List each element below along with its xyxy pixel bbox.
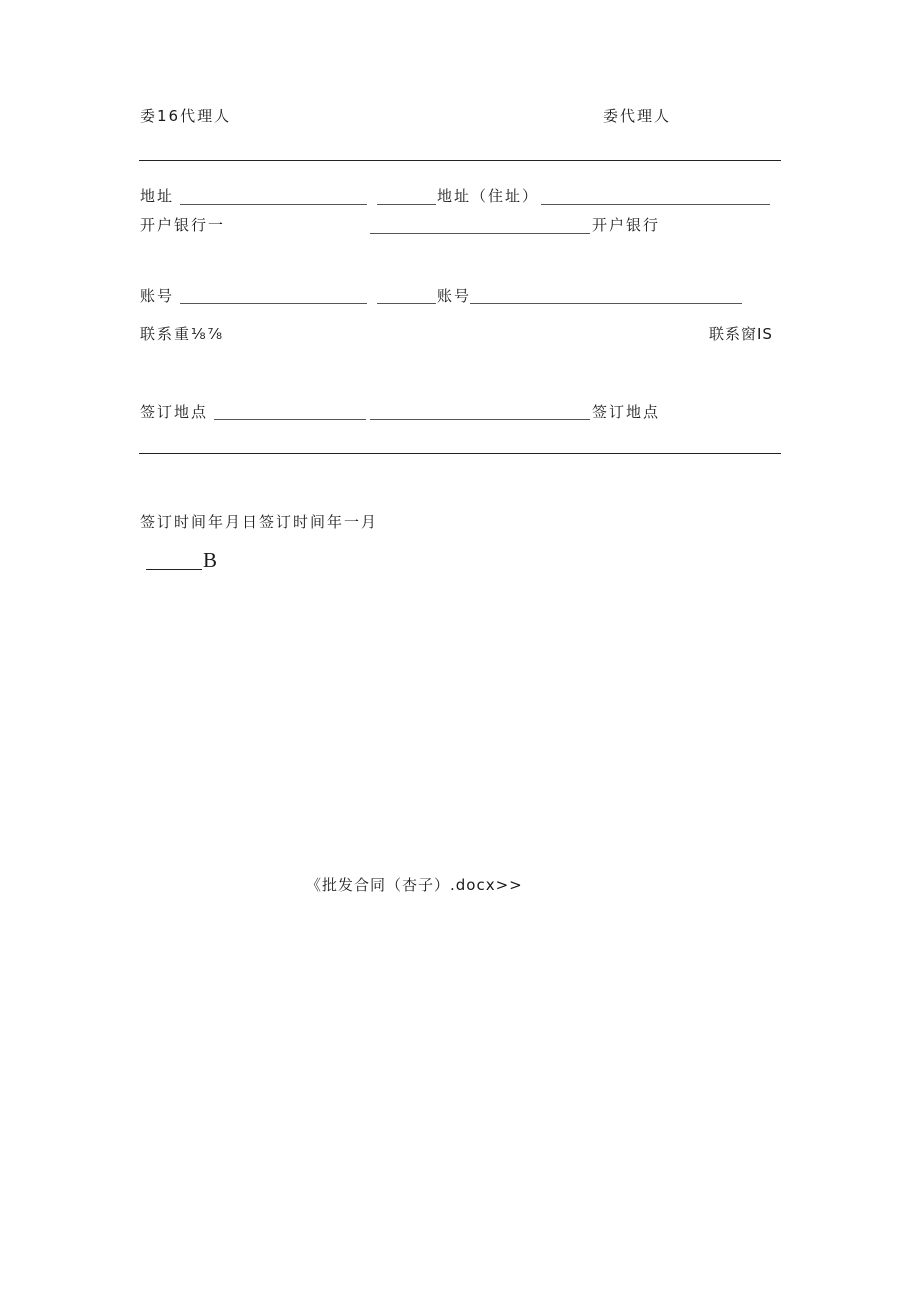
principal-agent-label-right: 委代理人 <box>603 107 672 125</box>
sign-place-left-blank <box>214 419 366 420</box>
account-left-blank <box>180 303 367 304</box>
bank-label-right: 开户银行 <box>592 216 661 234</box>
address-mid-blank <box>377 204 436 205</box>
contact-label-left: 联系重⅛⅞ <box>140 325 225 343</box>
bank-label-left: 开户银行一 <box>140 216 226 234</box>
account-label-left: 账号 <box>140 287 175 305</box>
bank-blank <box>370 233 590 234</box>
top-rule <box>139 160 781 161</box>
account-label-right: 账号 <box>437 287 472 305</box>
address-right-blank <box>541 204 770 205</box>
sign-place-label-right: 签订地点 <box>592 403 661 421</box>
day-marker: B <box>203 548 218 572</box>
account-mid-blank <box>377 303 436 304</box>
sign-place-right-blank <box>370 419 590 420</box>
address-label-left: 地址 <box>140 187 175 205</box>
sign-place-label-left: 签订地点 <box>140 403 209 421</box>
principal-agent-label-left: 委16代理人 <box>140 107 232 125</box>
address-left-blank <box>180 204 367 205</box>
address-label-right: 地址（住址） <box>437 187 540 205</box>
bottom-rule <box>139 453 781 454</box>
footer-filename: 《批发合同（杏子）.docx>> <box>306 876 523 894</box>
contact-label-right: 联系窗IS <box>709 325 773 343</box>
account-right-blank <box>470 303 742 304</box>
sign-time-label: 签订时间年月日签订时间年一月 <box>140 513 379 531</box>
day-blank <box>146 569 202 570</box>
